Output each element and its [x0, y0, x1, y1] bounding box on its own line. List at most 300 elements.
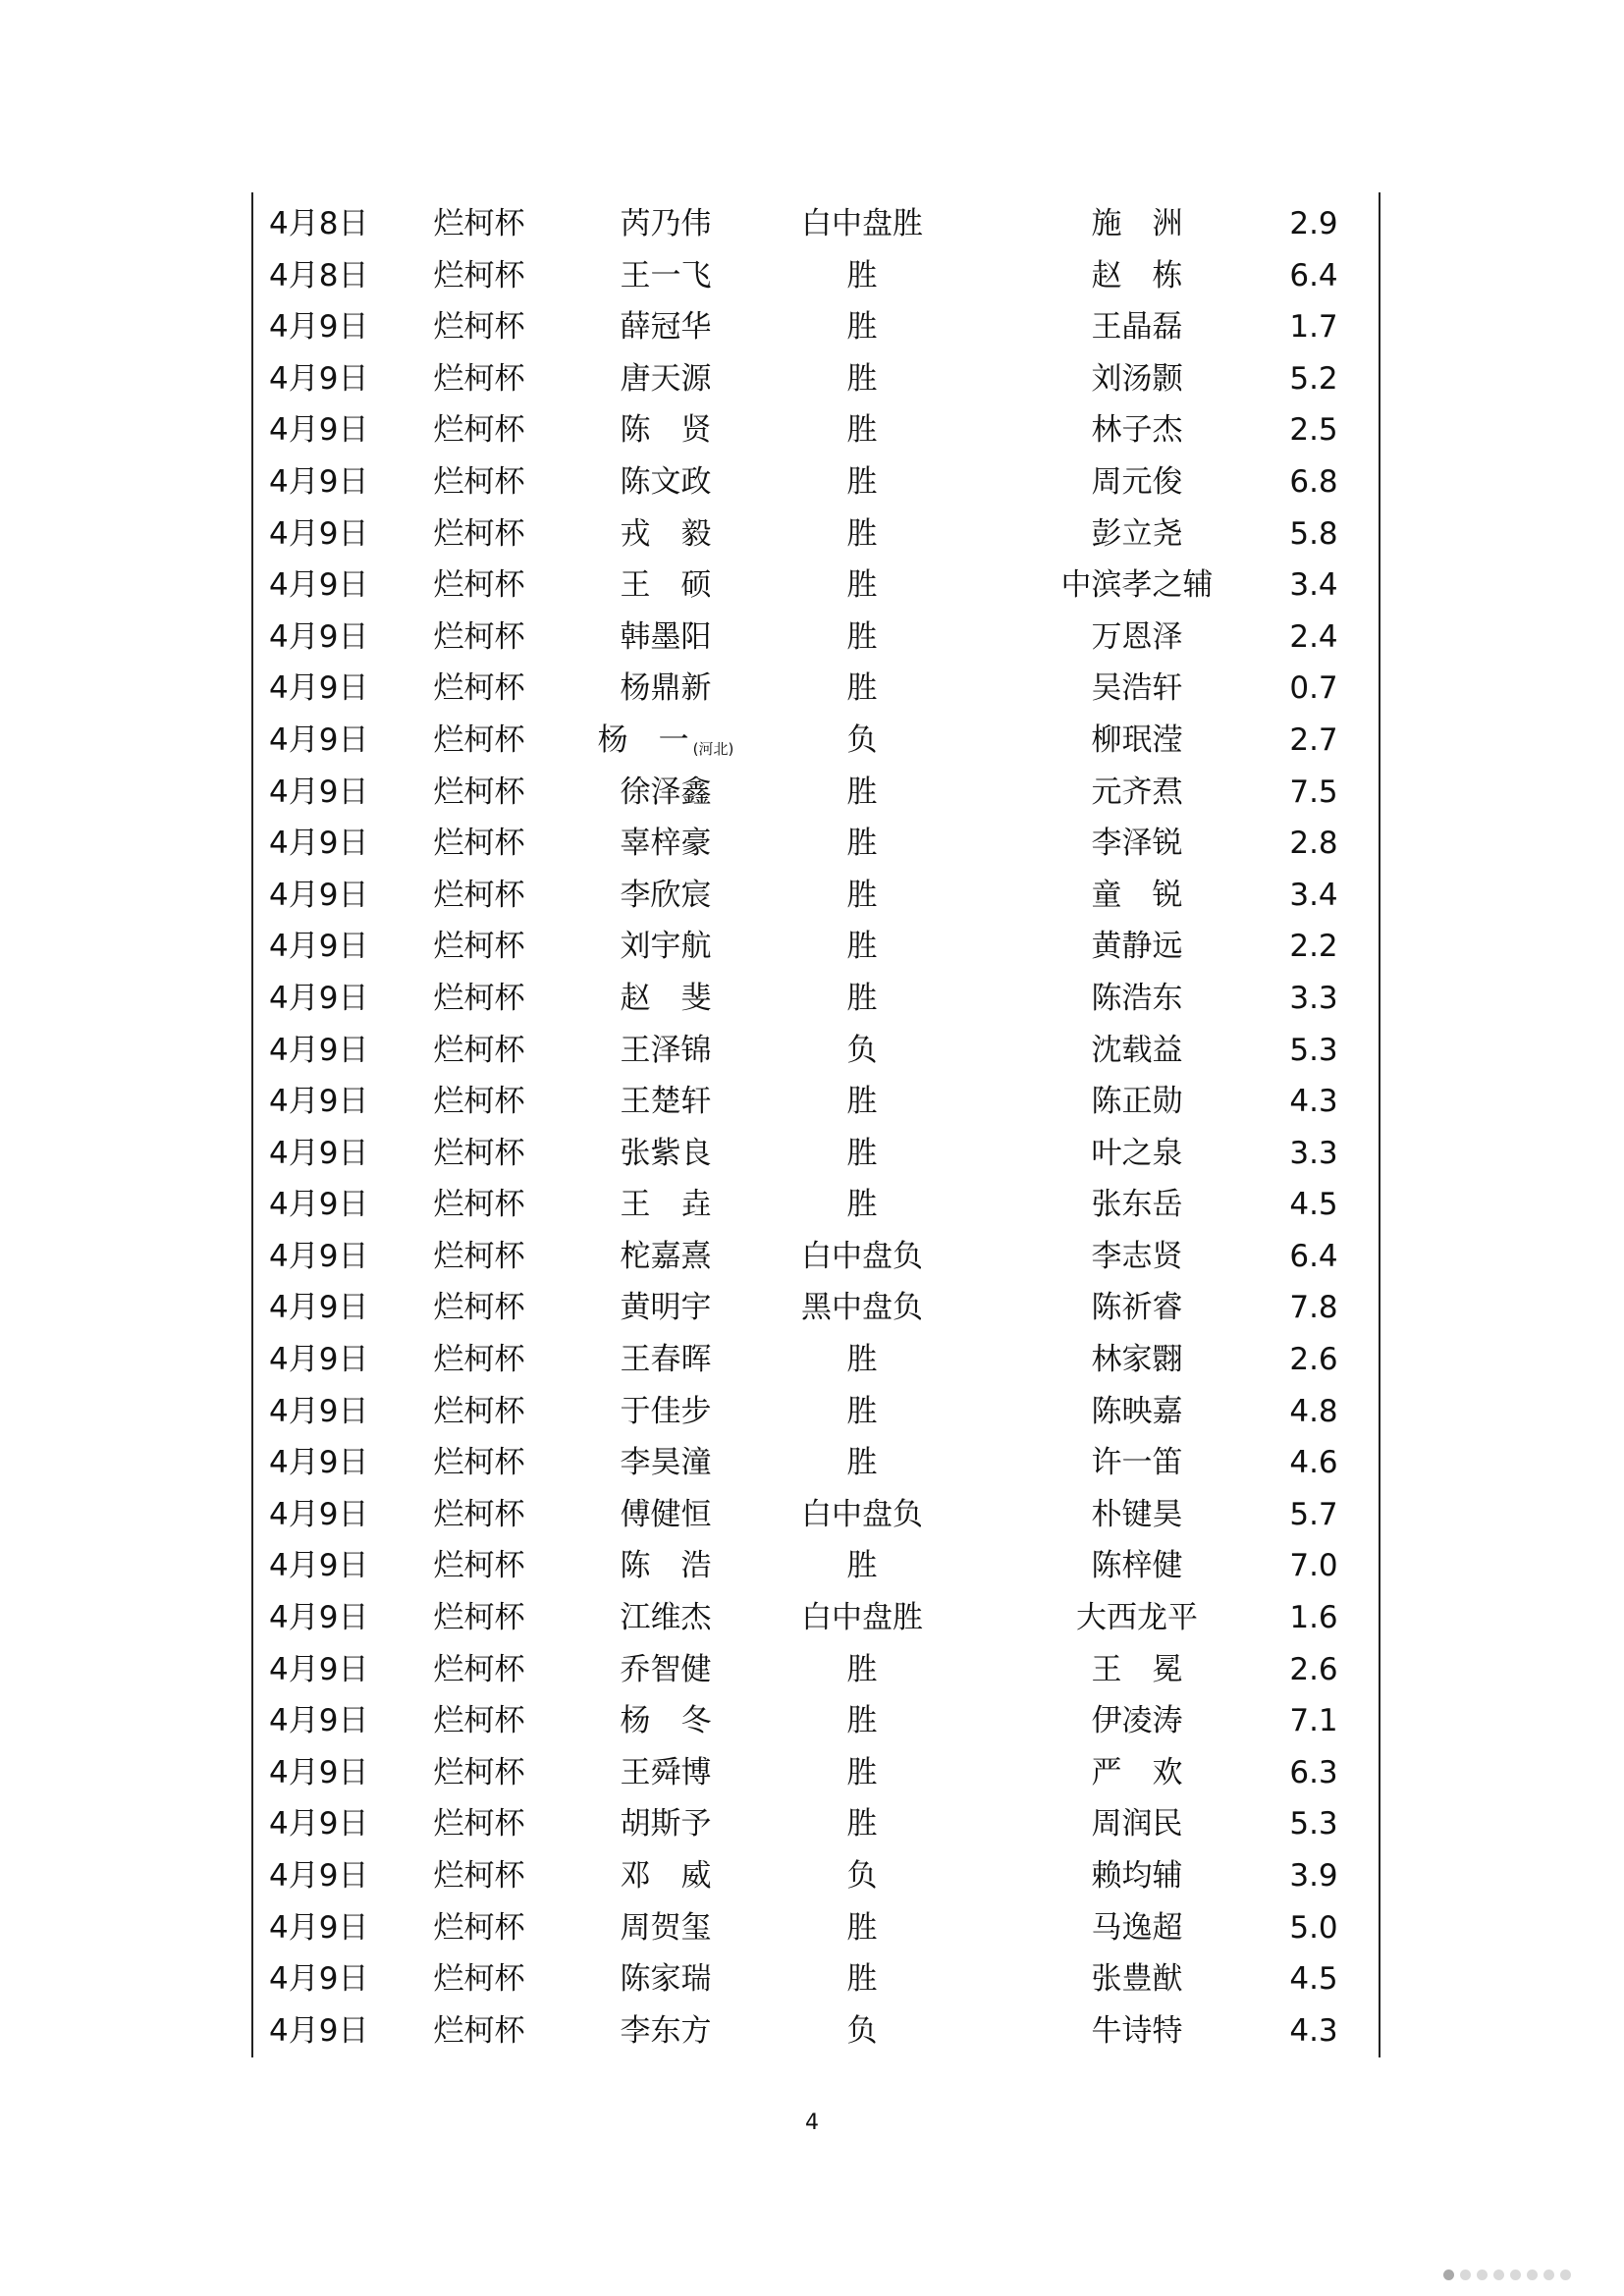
- date-cell-text: 4月9日: [269, 618, 369, 655]
- result-cell: [784, 1592, 941, 1644]
- player1-cell-text: 傅健恒: [620, 1496, 712, 1532]
- player2-cell-text: 沈载益: [1091, 1032, 1183, 1068]
- player2-cell: [1019, 353, 1255, 405]
- duration-cell: [1265, 301, 1363, 353]
- player1-region-note: (河北): [692, 739, 734, 758]
- date-cell-text: 4月9日: [269, 1754, 369, 1790]
- player1-cell-text: 王春晖: [620, 1342, 712, 1378]
- duration-cell-text: 4.5: [1289, 1187, 1338, 1223]
- duration-cell-text: 7.8: [1289, 1290, 1338, 1326]
- duration-cell: [1265, 973, 1363, 1025]
- player2-cell-text: 周元俊: [1091, 463, 1183, 500]
- date-cell: [269, 1076, 406, 1128]
- result-cell-text: 胜: [846, 826, 878, 862]
- player2-cell: [1019, 663, 1255, 715]
- duration-cell-text: 1.6: [1289, 1600, 1338, 1636]
- table-row: [253, 301, 1379, 353]
- player1-cell: [587, 921, 744, 973]
- player1-cell-text: 韩墨阳: [620, 618, 712, 655]
- page-indicator-dots[interactable]: [1443, 2266, 1577, 2281]
- table-row: [253, 612, 1379, 664]
- date-cell: [269, 1437, 406, 1489]
- player1-cell-text: 江维杰: [620, 1600, 712, 1636]
- event-cell-text: 烂柯杯: [433, 2012, 525, 2049]
- result-cell: [784, 1489, 941, 1541]
- result-cell: [784, 404, 941, 456]
- table-row: [253, 1592, 1379, 1644]
- player2-cell: [1019, 818, 1255, 870]
- table-right-border: [1379, 192, 1380, 2057]
- result-cell-text: 白中盘负: [801, 1496, 923, 1532]
- player1-cell: [587, 767, 744, 819]
- player1-cell-text: 王 垚: [620, 1187, 712, 1223]
- duration-cell: [1265, 1282, 1363, 1334]
- player1-cell: [587, 1282, 744, 1334]
- date-cell-text: 4月9日: [269, 567, 369, 604]
- duration-cell-text: 6.3: [1289, 1754, 1338, 1790]
- player1-cell-text: 陈文政: [620, 463, 712, 500]
- player2-cell: [1019, 1850, 1255, 1902]
- page-dot[interactable]: [1460, 2269, 1471, 2280]
- date-cell: [269, 1902, 406, 1954]
- result-cell: [784, 663, 941, 715]
- player1-cell-text: 王一飞: [620, 257, 712, 294]
- duration-cell-text: 3.3: [1289, 1135, 1338, 1171]
- player2-cell-text: 陈浩东: [1091, 980, 1183, 1016]
- result-cell: [784, 1025, 941, 1077]
- player2-cell-text: 王晶磊: [1091, 309, 1183, 346]
- duration-cell-text: 6.4: [1289, 257, 1338, 294]
- duration-cell-text: 2.9: [1289, 206, 1338, 241]
- result-cell-text: 胜: [846, 309, 878, 346]
- duration-cell: [1265, 767, 1363, 819]
- duration-cell-text: 6.4: [1289, 1238, 1338, 1274]
- player2-cell-text: 朴键昊: [1091, 1496, 1183, 1532]
- date-cell-text: 4月9日: [269, 826, 369, 862]
- event-cell-text: 烂柯杯: [433, 1032, 525, 1068]
- date-cell-text: 4月9日: [269, 1187, 369, 1223]
- player1-cell: [587, 612, 744, 664]
- duration-cell-text: 0.7: [1289, 670, 1338, 707]
- player2-cell: [1019, 1953, 1255, 2005]
- page-dot[interactable]: [1443, 2269, 1454, 2280]
- duration-cell-text: 5.8: [1289, 515, 1338, 552]
- duration-cell-text: 2.4: [1289, 618, 1338, 655]
- duration-cell: [1265, 1695, 1363, 1747]
- event-cell: [420, 715, 538, 767]
- duration-cell: [1265, 560, 1363, 612]
- result-cell-text: 负: [846, 2012, 878, 2049]
- event-cell-text: 烂柯杯: [433, 1754, 525, 1790]
- duration-cell: [1265, 870, 1363, 922]
- player1-cell-text: 芮乃伟: [620, 206, 712, 241]
- event-cell: [420, 560, 538, 612]
- date-cell: [269, 1231, 406, 1283]
- player2-cell-text: 赖均辅: [1091, 1858, 1183, 1894]
- player2-cell: [1019, 1386, 1255, 1438]
- player1-cell-text: 胡斯予: [620, 1806, 712, 1842]
- player1-cell-text: 邓 威: [620, 1858, 712, 1894]
- player1-cell-text: 杨 冬: [620, 1703, 712, 1739]
- event-cell-text: 烂柯杯: [433, 1858, 525, 1894]
- table-row: [253, 404, 1379, 456]
- player1-cell-text: 于佳步: [620, 1393, 712, 1429]
- player2-cell: [1019, 404, 1255, 456]
- duration-cell-text: 5.3: [1289, 1806, 1338, 1842]
- result-cell-text: 胜: [846, 1651, 878, 1687]
- player1-cell: [587, 818, 744, 870]
- result-cell-text: 负: [846, 1858, 878, 1894]
- event-cell: [420, 1592, 538, 1644]
- event-cell: [420, 301, 538, 353]
- result-cell-text: 白中盘胜: [801, 1600, 923, 1636]
- event-cell: [420, 1025, 538, 1077]
- date-cell-text: 4月9日: [269, 360, 369, 397]
- page-dot[interactable]: [1527, 2269, 1538, 2280]
- event-cell-text: 烂柯杯: [433, 1342, 525, 1378]
- player1-cell: [587, 1231, 744, 1283]
- date-cell: [269, 715, 406, 767]
- player1-cell-text: 乔智健: [620, 1651, 712, 1687]
- player1-cell: [587, 560, 744, 612]
- table-row: [253, 1231, 1379, 1283]
- result-cell-text: 胜: [846, 877, 878, 913]
- duration-cell: [1265, 1179, 1363, 1231]
- player1-cell: [587, 301, 744, 353]
- player2-cell-text: 严 欢: [1091, 1754, 1183, 1790]
- duration-cell: [1265, 2005, 1363, 2057]
- result-cell: [784, 715, 941, 767]
- player1-cell-text: 陈 浩: [620, 1548, 712, 1584]
- date-cell-text: 4月9日: [269, 1806, 369, 1842]
- player2-cell-text: 中滨孝之辅: [1060, 567, 1214, 604]
- player2-cell: [1019, 1076, 1255, 1128]
- player2-cell-text: 元齐焄: [1091, 774, 1183, 810]
- player2-cell-text: 林子杰: [1091, 412, 1183, 449]
- player1-cell: [587, 1489, 744, 1541]
- date-cell: [269, 1540, 406, 1592]
- result-cell: [784, 1128, 941, 1180]
- event-cell: [420, 663, 538, 715]
- player1-cell-text: 陈 贤: [620, 412, 712, 449]
- result-cell: [784, 973, 941, 1025]
- player1-cell: [587, 250, 744, 302]
- event-cell-text: 烂柯杯: [433, 412, 525, 449]
- date-cell-text: 4月9日: [269, 1342, 369, 1378]
- event-cell: [420, 404, 538, 456]
- event-cell: [420, 1231, 538, 1283]
- duration-cell-text: 4.6: [1289, 1445, 1338, 1481]
- event-cell: [420, 2005, 538, 2057]
- player1-cell-text: 陈家瑞: [620, 1961, 712, 1998]
- date-cell: [269, 1695, 406, 1747]
- event-cell-text: 烂柯杯: [433, 826, 525, 862]
- date-cell-text: 4月9日: [269, 1600, 369, 1636]
- table-row: [253, 1386, 1379, 1438]
- game-results-table: [253, 198, 1379, 2056]
- event-cell-text: 烂柯杯: [433, 1238, 525, 1274]
- duration-cell-text: 6.8: [1289, 463, 1338, 500]
- result-cell: [784, 301, 941, 353]
- table-row: [253, 1695, 1379, 1747]
- result-cell-text: 胜: [846, 1187, 878, 1223]
- event-cell: [420, 921, 538, 973]
- result-cell: [784, 1695, 941, 1747]
- event-cell-text: 烂柯杯: [433, 1961, 525, 1998]
- player2-cell: [1019, 250, 1255, 302]
- date-cell: [269, 818, 406, 870]
- event-cell-text: 烂柯杯: [433, 206, 525, 241]
- event-cell-text: 烂柯杯: [433, 1187, 525, 1223]
- result-cell: [784, 456, 941, 508]
- date-cell-text: 4月8日: [269, 257, 369, 294]
- date-cell-text: 4月9日: [269, 980, 369, 1016]
- event-cell-text: 烂柯杯: [433, 721, 525, 758]
- date-cell: [269, 2005, 406, 2057]
- table-row: [253, 1128, 1379, 1180]
- date-cell-text: 4月9日: [269, 1032, 369, 1068]
- player2-cell-text: 王 冕: [1091, 1651, 1183, 1687]
- date-cell: [269, 198, 406, 250]
- event-cell-text: 烂柯杯: [433, 877, 525, 913]
- player1-cell: [587, 1747, 744, 1799]
- duration-cell: [1265, 1850, 1363, 1902]
- page-dot[interactable]: [1543, 2269, 1554, 2280]
- player2-cell: [1019, 1540, 1255, 1592]
- date-cell-text: 4月9日: [269, 929, 369, 965]
- player1-cell: [587, 870, 744, 922]
- player1-cell-text: 戎 毅: [620, 515, 712, 552]
- event-cell: [420, 1798, 538, 1850]
- player2-cell: [1019, 767, 1255, 819]
- result-cell: [784, 818, 941, 870]
- date-cell: [269, 1128, 406, 1180]
- player2-cell: [1019, 1489, 1255, 1541]
- duration-cell-text: 2.5: [1289, 412, 1338, 449]
- player2-cell: [1019, 2005, 1255, 2057]
- event-cell: [420, 250, 538, 302]
- event-cell: [420, 767, 538, 819]
- player1-cell-text: 李东方: [620, 2012, 712, 2049]
- event-cell: [420, 1850, 538, 1902]
- player2-cell-text: 万恩泽: [1091, 618, 1183, 655]
- result-cell-text: 黑中盘负: [801, 1290, 923, 1326]
- event-cell: [420, 353, 538, 405]
- event-cell-text: 烂柯杯: [433, 1600, 525, 1636]
- event-cell: [420, 973, 538, 1025]
- player2-cell-text: 叶之泉: [1091, 1135, 1183, 1171]
- duration-cell-text: 3.4: [1289, 877, 1338, 913]
- duration-cell-text: 5.3: [1289, 1032, 1338, 1068]
- duration-cell: [1265, 353, 1363, 405]
- duration-cell-text: 4.8: [1289, 1393, 1338, 1429]
- player2-cell-text: 张豊猷: [1091, 1961, 1183, 1998]
- duration-cell-text: 4.5: [1289, 1961, 1338, 1998]
- event-cell-text: 烂柯杯: [433, 1393, 525, 1429]
- duration-cell: [1265, 1489, 1363, 1541]
- player2-cell-text: 李泽锐: [1091, 826, 1183, 862]
- player1-cell-text: 张紫良: [620, 1135, 712, 1171]
- player2-cell: [1019, 1334, 1255, 1386]
- page-dot[interactable]: [1477, 2269, 1488, 2280]
- player1-cell-text: 王楚轩: [620, 1084, 712, 1120]
- result-cell: [784, 870, 941, 922]
- date-cell: [269, 353, 406, 405]
- result-cell-text: 胜: [846, 618, 878, 655]
- player1-cell-text: 王 硕: [620, 567, 712, 604]
- duration-cell-text: 3.9: [1289, 1858, 1338, 1894]
- date-cell-text: 4月9日: [269, 721, 369, 758]
- date-cell: [269, 1798, 406, 1850]
- event-cell-text: 烂柯杯: [433, 980, 525, 1016]
- event-cell: [420, 1334, 538, 1386]
- player1-cell-text: 徐泽鑫: [620, 774, 712, 810]
- duration-cell-text: 4.3: [1289, 2012, 1338, 2049]
- result-cell: [784, 1798, 941, 1850]
- event-cell-text: 烂柯杯: [433, 670, 525, 707]
- player1-cell: [587, 715, 744, 767]
- player2-cell: [1019, 1592, 1255, 1644]
- event-cell: [420, 1437, 538, 1489]
- result-cell-text: 胜: [846, 515, 878, 552]
- duration-cell-text: 2.8: [1289, 826, 1338, 862]
- event-cell: [420, 198, 538, 250]
- event-cell: [420, 1128, 538, 1180]
- result-cell-text: 胜: [846, 1806, 878, 1842]
- result-cell: [784, 1386, 941, 1438]
- table-row: [253, 1334, 1379, 1386]
- duration-cell: [1265, 921, 1363, 973]
- event-cell-text: 烂柯杯: [433, 1548, 525, 1584]
- table-row: [253, 353, 1379, 405]
- date-cell-text: 4月9日: [269, 463, 369, 500]
- date-cell: [269, 1592, 406, 1644]
- duration-cell-text: 2.6: [1289, 1651, 1338, 1687]
- player1-cell: [587, 1179, 744, 1231]
- duration-cell: [1265, 1592, 1363, 1644]
- result-cell: [784, 1747, 941, 1799]
- player2-cell-text: 陈正勋: [1091, 1084, 1183, 1120]
- player2-cell: [1019, 973, 1255, 1025]
- result-cell-text: 胜: [846, 1754, 878, 1790]
- player1-cell: [587, 456, 744, 508]
- player2-cell-text: 大西龙平: [1076, 1600, 1198, 1636]
- player2-cell-text: 施 洲: [1091, 206, 1183, 241]
- duration-cell: [1265, 1076, 1363, 1128]
- event-cell: [420, 1489, 538, 1541]
- duration-cell: [1265, 1437, 1363, 1489]
- table-row: [253, 1489, 1379, 1541]
- duration-cell: [1265, 1128, 1363, 1180]
- table-row: [253, 1540, 1379, 1592]
- player1-cell-text: 薛冠华: [620, 309, 712, 346]
- date-cell: [269, 1850, 406, 1902]
- event-cell: [420, 612, 538, 664]
- result-cell: [784, 921, 941, 973]
- duration-cell-text: 2.7: [1289, 721, 1338, 758]
- player2-cell-text: 黄静远: [1091, 929, 1183, 965]
- table-row: [253, 1437, 1379, 1489]
- result-cell: [784, 1334, 941, 1386]
- player1-cell: [587, 1334, 744, 1386]
- result-cell-text: 胜: [846, 463, 878, 500]
- date-cell: [269, 1386, 406, 1438]
- event-cell-text: 烂柯杯: [433, 1909, 525, 1946]
- player1-cell: [587, 1076, 744, 1128]
- player2-cell-text: 吴浩轩: [1091, 670, 1183, 707]
- table-row: [253, 1179, 1379, 1231]
- player2-cell: [1019, 1437, 1255, 1489]
- result-cell-text: 胜: [846, 670, 878, 707]
- player1-cell: [587, 1953, 744, 2005]
- player2-cell: [1019, 1025, 1255, 1077]
- event-cell-text: 烂柯杯: [433, 360, 525, 397]
- date-cell-text: 4月9日: [269, 1393, 369, 1429]
- event-cell: [420, 456, 538, 508]
- table-row: [253, 1282, 1379, 1334]
- duration-cell: [1265, 612, 1363, 664]
- player1-cell-text: 辜梓豪: [620, 826, 712, 862]
- table-row: [253, 508, 1379, 561]
- player1-cell-text: 周贺玺: [620, 1909, 712, 1946]
- date-cell: [269, 1953, 406, 2005]
- event-cell: [420, 1386, 538, 1438]
- duration-cell-text: 5.0: [1289, 1909, 1338, 1946]
- date-cell-text: 4月9日: [269, 2012, 369, 2049]
- duration-cell: [1265, 1747, 1363, 1799]
- page-dot[interactable]: [1510, 2269, 1521, 2280]
- player2-cell-text: 陈祈睿: [1091, 1290, 1183, 1326]
- event-cell-text: 烂柯杯: [433, 567, 525, 604]
- result-cell: [784, 353, 941, 405]
- page-dot[interactable]: [1493, 2269, 1504, 2280]
- event-cell-text: 烂柯杯: [433, 1290, 525, 1326]
- player2-cell: [1019, 508, 1255, 561]
- event-cell: [420, 818, 538, 870]
- event-cell-text: 烂柯杯: [433, 1806, 525, 1842]
- table-row: [253, 767, 1379, 819]
- duration-cell: [1265, 1334, 1363, 1386]
- date-cell-text: 4月9日: [269, 1858, 369, 1894]
- player2-cell: [1019, 1179, 1255, 1231]
- duration-cell-text: 7.1: [1289, 1703, 1338, 1739]
- player1-cell: [587, 1592, 744, 1644]
- player2-cell-text: 柳珉滢: [1091, 721, 1183, 758]
- player1-cell-text: 李昊潼: [620, 1445, 712, 1481]
- date-cell-text: 4月9日: [269, 1290, 369, 1326]
- date-cell-text: 4月9日: [269, 1135, 369, 1171]
- date-cell: [269, 1489, 406, 1541]
- player1-cell: [587, 1540, 744, 1592]
- date-cell-text: 4月9日: [269, 412, 369, 449]
- player1-cell: [587, 1798, 744, 1850]
- player1-cell-text: 杨 一: [597, 721, 689, 758]
- player1-cell-text: 王舜博: [620, 1754, 712, 1790]
- duration-cell-text: 7.0: [1289, 1548, 1338, 1584]
- table-row: [253, 973, 1379, 1025]
- event-cell: [420, 1179, 538, 1231]
- player1-cell: [587, 2005, 744, 2057]
- player2-cell: [1019, 198, 1255, 250]
- player1-cell: [587, 508, 744, 561]
- player1-cell: [587, 1902, 744, 1954]
- duration-cell-text: 4.3: [1289, 1084, 1338, 1120]
- player2-cell-text: 许一笛: [1091, 1445, 1183, 1481]
- result-cell: [784, 1437, 941, 1489]
- date-cell-text: 4月9日: [269, 309, 369, 346]
- table-row: [253, 1644, 1379, 1696]
- page-dot[interactable]: [1560, 2269, 1571, 2280]
